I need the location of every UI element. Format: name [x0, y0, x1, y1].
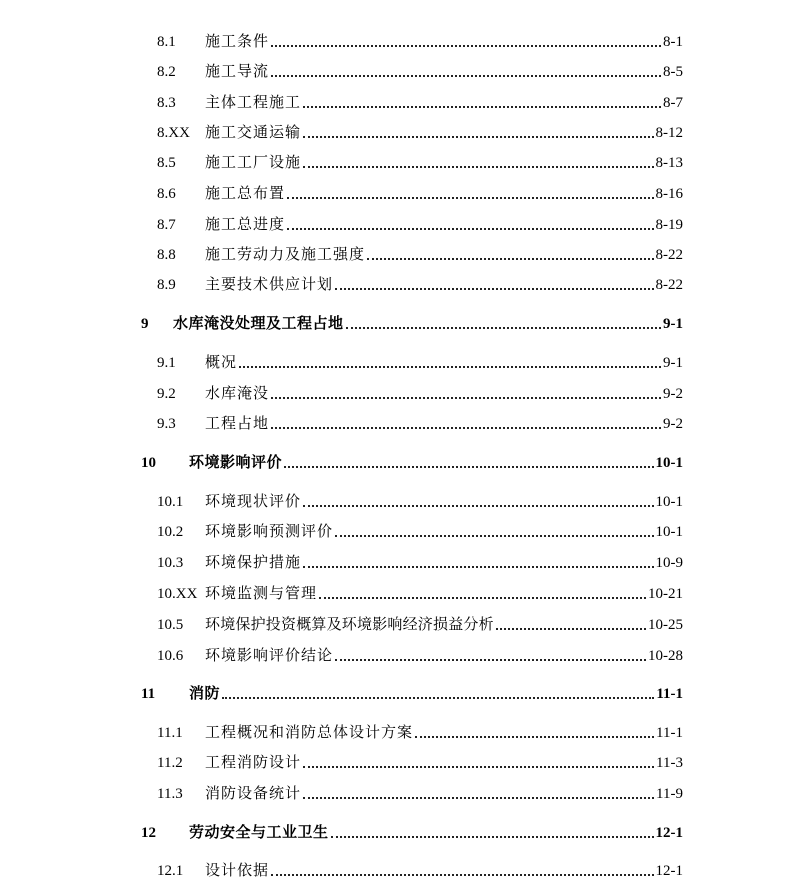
- dot-leader: [319, 597, 646, 599]
- toc-entry-8-2[interactable]: [157, 57, 683, 81]
- dot-leader: [303, 106, 661, 108]
- page-number: 9-2: [663, 416, 683, 432]
- dot-leader: [303, 166, 653, 168]
- dot-leader: [346, 327, 661, 329]
- toc-entry-11-3[interactable]: [157, 779, 683, 803]
- section-title: 施工条件: [205, 34, 270, 50]
- toc-entry-10-2[interactable]: [157, 517, 683, 541]
- page-number: 9-2: [663, 386, 683, 402]
- dot-leader: [367, 258, 653, 260]
- page-number: 12-1: [655, 825, 683, 841]
- chapter-number: 11: [141, 686, 156, 702]
- page-number: 9-1: [663, 316, 683, 332]
- page-number: 10-1: [655, 494, 683, 510]
- dot-leader: [335, 535, 653, 537]
- toc-entry-8-xx[interactable]: [157, 118, 683, 142]
- section-number: 11.1: [157, 725, 183, 741]
- section-title: 施工总布置: [205, 186, 286, 202]
- section-title: 概况: [205, 355, 238, 371]
- toc-entry-9-2[interactable]: [157, 379, 683, 403]
- section-number: 9.1: [157, 355, 176, 371]
- toc-entry-8-6[interactable]: [157, 179, 683, 203]
- dot-leader: [287, 197, 653, 199]
- page-number: 8-19: [655, 217, 683, 233]
- section-title: 工程概况和消防总体设计方案: [205, 725, 414, 741]
- page-number: 10-1: [655, 524, 683, 540]
- toc-entry-8-1[interactable]: [157, 27, 683, 51]
- page-number: 8-12: [655, 125, 683, 141]
- toc-entry-8-8[interactable]: [157, 240, 683, 264]
- chapter-title: 环境影响评价: [189, 455, 283, 471]
- dot-leader: [271, 45, 661, 47]
- section-number: 9.3: [157, 416, 176, 432]
- page-number: 10-21: [648, 586, 683, 602]
- section-number: 8.7: [157, 217, 176, 233]
- section-title: 设计依据: [205, 863, 270, 879]
- section-title: 环境现状评价: [205, 494, 302, 510]
- dot-leader: [303, 136, 653, 138]
- chapter-number: 9: [141, 316, 149, 332]
- page-number: 8-13: [655, 155, 683, 171]
- section-number: 10.6: [157, 648, 184, 664]
- dot-leader: [496, 628, 646, 630]
- dot-leader: [284, 466, 653, 468]
- section-title: 环境影响预测评价: [205, 524, 334, 540]
- dot-leader: [239, 366, 661, 368]
- section-title: 环境监测与管理: [205, 586, 318, 602]
- section-number: 9.2: [157, 386, 176, 402]
- section-number: 8.9: [157, 277, 176, 293]
- dot-leader: [287, 228, 653, 230]
- section-title: 水库淹没: [205, 386, 270, 402]
- dot-leader: [271, 427, 661, 429]
- page-number: 8-7: [663, 95, 683, 111]
- toc-entry-12-1[interactable]: [157, 856, 683, 880]
- section-number: 8.3: [157, 95, 176, 111]
- section-title: 工程消防设计: [205, 755, 302, 771]
- section-number: 11.2: [157, 755, 183, 771]
- dot-leader: [303, 766, 654, 768]
- dot-leader: [415, 736, 654, 738]
- toc-chapter-10[interactable]: [141, 448, 683, 472]
- toc-entry-10-1[interactable]: [157, 487, 683, 511]
- page-number: 10-1: [655, 455, 683, 471]
- toc-entry-10-xx[interactable]: [157, 579, 683, 603]
- dot-leader: [303, 505, 653, 507]
- dot-leader: [335, 659, 646, 661]
- dot-leader: [271, 874, 653, 876]
- section-number: 8.2: [157, 64, 176, 80]
- toc-chapter-11[interactable]: [141, 679, 683, 703]
- section-title: 工程占地: [205, 416, 270, 432]
- chapter-title: 劳动安全与工业卫生: [189, 825, 329, 841]
- section-number: 8.6: [157, 186, 176, 202]
- section-number: 12.1: [157, 863, 184, 879]
- toc-chapter-9[interactable]: [141, 309, 683, 333]
- dot-leader: [222, 697, 654, 699]
- page-number: 11-1: [656, 725, 683, 741]
- chapter-number: 10: [141, 455, 156, 471]
- section-title: 施工导流: [205, 64, 270, 80]
- section-title: 环境影响评价结论: [205, 648, 334, 664]
- section-title: 环境保护措施: [205, 555, 302, 571]
- page-number: 10-25: [648, 617, 683, 633]
- page-number: 12-1: [655, 863, 683, 879]
- toc-entry-10-6[interactable]: [157, 641, 683, 665]
- section-number: 8.8: [157, 247, 176, 263]
- toc-entry-10-3[interactable]: [157, 548, 683, 572]
- page-number: 11-3: [656, 755, 683, 771]
- toc-entry-8-3[interactable]: [157, 88, 683, 112]
- toc-chapter-12[interactable]: [141, 818, 683, 842]
- page-number: 8-5: [663, 64, 683, 80]
- toc-entry-11-2[interactable]: [157, 748, 683, 772]
- section-title: 施工劳动力及施工强度: [205, 247, 366, 263]
- chapter-title: 水库淹没处理及工程占地: [173, 316, 344, 332]
- section-number: 10.5: [157, 617, 184, 633]
- dot-leader: [303, 797, 654, 799]
- toc-entry-9-3[interactable]: [157, 409, 683, 433]
- section-title: 环境保护投资概算及环境影响经济损益分析: [205, 617, 494, 633]
- section-title: 主体工程施工: [205, 95, 302, 111]
- page-number: 8-22: [655, 277, 683, 293]
- chapter-number: 12: [141, 825, 156, 841]
- section-number: 10.3: [157, 555, 184, 571]
- section-title: 消防设备统计: [205, 786, 302, 802]
- dot-leader: [331, 836, 654, 838]
- page-number: 8-22: [655, 247, 683, 263]
- page-number: 8-1: [663, 34, 683, 50]
- dot-leader: [335, 288, 653, 290]
- section-number: 8.5: [157, 155, 176, 171]
- section-number: 10.2: [157, 524, 184, 540]
- toc-entry-10-5[interactable]: [157, 610, 683, 634]
- chapter-title: 消防: [189, 686, 221, 702]
- toc-entry-8-9[interactable]: [157, 270, 683, 294]
- dot-leader: [303, 566, 653, 568]
- section-title: 施工工厂设施: [205, 155, 302, 171]
- section-number: 8.XX: [157, 125, 190, 141]
- page-number: 10-9: [655, 555, 683, 571]
- section-number: 8.1: [157, 34, 176, 50]
- page-number: 10-28: [648, 648, 683, 664]
- page-number: 11-9: [656, 786, 683, 802]
- section-title: 施工交通运输: [205, 125, 302, 141]
- page-number: 8-16: [655, 186, 683, 202]
- dot-leader: [271, 397, 661, 399]
- section-title: 主要技术供应计划: [205, 277, 334, 293]
- page-number: 9-1: [663, 355, 683, 371]
- page-number: 11-1: [656, 686, 683, 702]
- section-number: 10.XX: [157, 586, 198, 602]
- dot-leader: [271, 75, 661, 77]
- section-title: 施工总进度: [205, 217, 286, 233]
- toc-entry-8-5[interactable]: [157, 148, 683, 172]
- section-number: 11.3: [157, 786, 183, 802]
- toc-entry-8-7[interactable]: [157, 210, 683, 234]
- toc-entry-11-1[interactable]: [157, 718, 683, 742]
- section-number: 10.1: [157, 494, 184, 510]
- toc-entry-9-1[interactable]: [157, 348, 683, 372]
